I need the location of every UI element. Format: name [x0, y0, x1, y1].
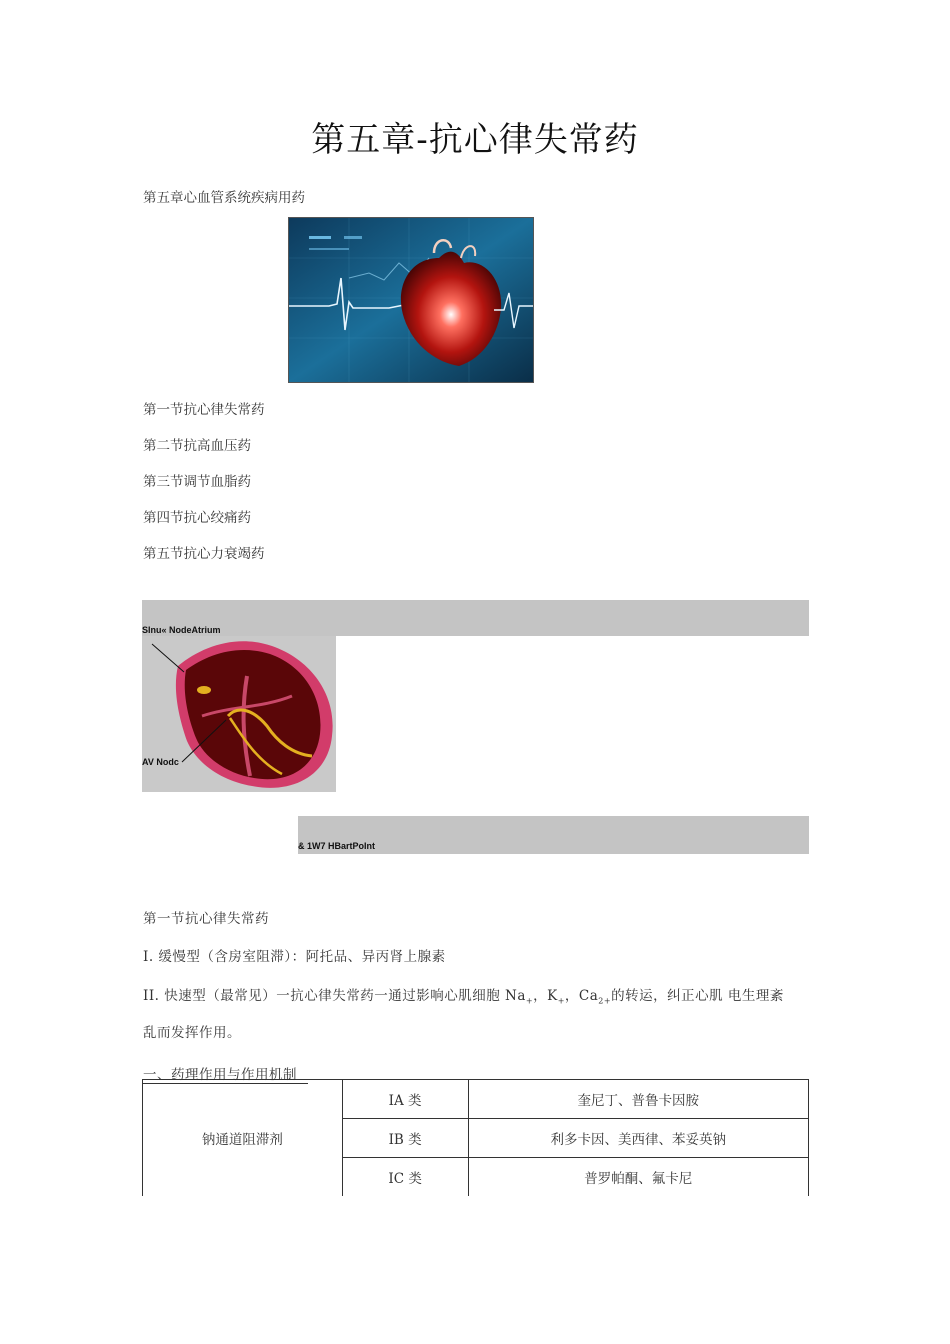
drugs-cell: 奎尼丁、普鲁卡因胺	[468, 1080, 809, 1119]
page-title: 第五章-抗心律失常药	[311, 120, 639, 160]
toc-item-3: 第三节调节血脂药	[143, 474, 251, 490]
drugs-cell: 普罗帕酮、氟卡尼	[468, 1158, 809, 1197]
drugs-cell: 利多卡因、美西律、苯妥英钠	[468, 1119, 809, 1158]
toc-item-2: 第二节抗高血压药	[143, 438, 251, 454]
item-tachycardia: II. 快速型（最常见）一抗心律失常药一通过影响心肌细胞 $Na_+$，$K_+$，$Ca_{2+}$的转运，纠正心肌 电生理紊	[143, 988, 784, 1006]
toc-item-1: 第一节抗心律失常药	[143, 402, 265, 418]
heart-conduction-diagram	[142, 636, 336, 792]
toc-item-5: 第五节抗心力衰竭药	[143, 546, 265, 562]
diagram-header-bar	[142, 600, 809, 636]
toc-item-4: 第四节抗心绞痛药	[143, 510, 251, 526]
drug-group-cell: 钠通道阻滞剂	[143, 1080, 343, 1197]
heart-ecg-image	[288, 217, 534, 383]
diagram-caption: & 1W7 HBartPoInt	[298, 841, 376, 851]
mechanism-subheading: 一、药理作用与作用机制	[143, 1063, 308, 1084]
item-tachycardia-cont: 乱而发挥作用。	[143, 1025, 241, 1041]
class-cell: IC 类	[342, 1158, 468, 1197]
chapter-subtitle: 第五章心血管系统疾病用药	[143, 190, 305, 206]
table-row	[143, 1080, 809, 1119]
drug-class-table	[142, 1079, 809, 1196]
class-cell: IB 类	[342, 1119, 468, 1158]
item-bradycardia: I. 缓慢型（含房室阻滞）：阿托品、异丙肾上腺素	[143, 949, 446, 965]
class-cell: IA 类	[342, 1080, 468, 1119]
sinus-node-label: SInu« NodeAtrium	[142, 625, 221, 635]
section-heading: 第一节抗心律失常药	[143, 911, 269, 927]
av-node-label: AV Nodc	[142, 757, 179, 767]
